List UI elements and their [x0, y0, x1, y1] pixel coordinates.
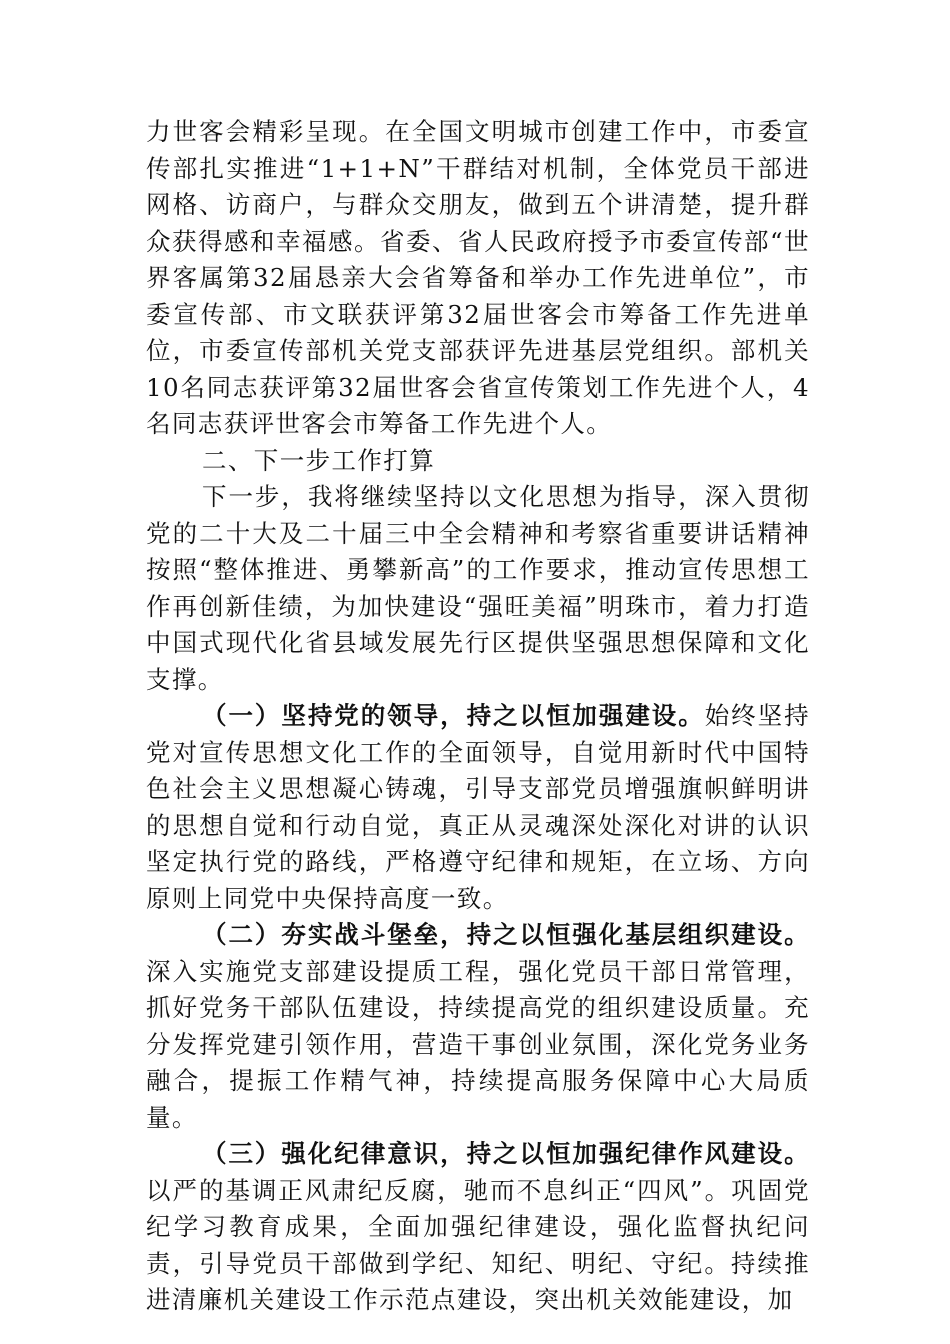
item-paragraph-3: [146, 1136, 810, 1319]
continuation-paragraph: 力世客会精彩呈现。在全国文明城市创建工作中，市委宣传部扎实推进“1+1+N”干群结对机制，全体党员干部进网格、访商户，与群众交朋友，做到五个讲清楚，提升群众获得感和幸福感。省委、省人民政府授予市委宣传部“世界客属第32届恳亲大会省筹备和举办工作先进单位”，市委宣传部、市文联获评第32届世客会市筹备工作先进单位，市委宣传部机关党支部获评先进基层党组织。部机关10名同志获评第32届世客会省宣传策划工作先进个人，4名同志获评世客会市筹备工作先进个人。: [146, 117, 810, 438]
item-title-3: （三）强化纪律意识，持之以恒加强纪律作风建设。: [202, 1139, 810, 1168]
item-body-1: 始终坚持党对宣传思想文化工作的全面领导，自觉用新时代中国特色社会主义思想凝心铸魂，引导支部党员增强旗帜鲜明讲的思想自觉和行动自觉，真正从灵魂深处深化对讲的认识坚定执行党的路线，严格遵守纪律和规矩，在立场、方向原则上同党中央保持高度一致。: [146, 701, 810, 913]
item-body-2: 深入实施党支部建设提质工程，强化党员干部日常管理，抓好党务干部队伍建设，持续提高党的组织建设质量。充分发挥党建引领作用，营造干事创业氛围，深化党务业务融合，提振工作精气神，持续提高服务保障中心大局质量。: [146, 956, 810, 1132]
item-paragraph-1: [146, 698, 810, 917]
item-title-2: （二）夯实战斗堡垒，持之以恒强化基层组织建设。: [202, 920, 810, 949]
document-page: [146, 114, 810, 1319]
intro-paragraph: 下一步，我将继续坚持以文化思想为指导，深入贯彻党的二十大及二十届三中全会精神和考察省重要讲话精神按照“整体推进、勇攀新高”的工作要求，推动宣传思想工作再创新佳绩，为加快建设“强旺美福”明珠市，着力打造中国式现代化省县域发展先行区提供坚强思想保障和文化支撑。: [146, 482, 810, 694]
section-heading: 二、下一步工作打算: [202, 445, 436, 475]
item-paragraph-2: [146, 917, 810, 1136]
item-body-3: 以严的基调正风肃纪反腐，驰而不息纠正“四风”。巩固党纪学习教育成果，全面加强纪律建设，强化监督执纪问责，引导党员干部做到学纪、知纪、明纪、守纪。持续推进清廉机关建设工作示范点建设，突出机关效能建设，加: [146, 1175, 810, 1314]
item-title-1: （一）坚持党的领导，持之以恒加强建设。: [202, 701, 705, 730]
